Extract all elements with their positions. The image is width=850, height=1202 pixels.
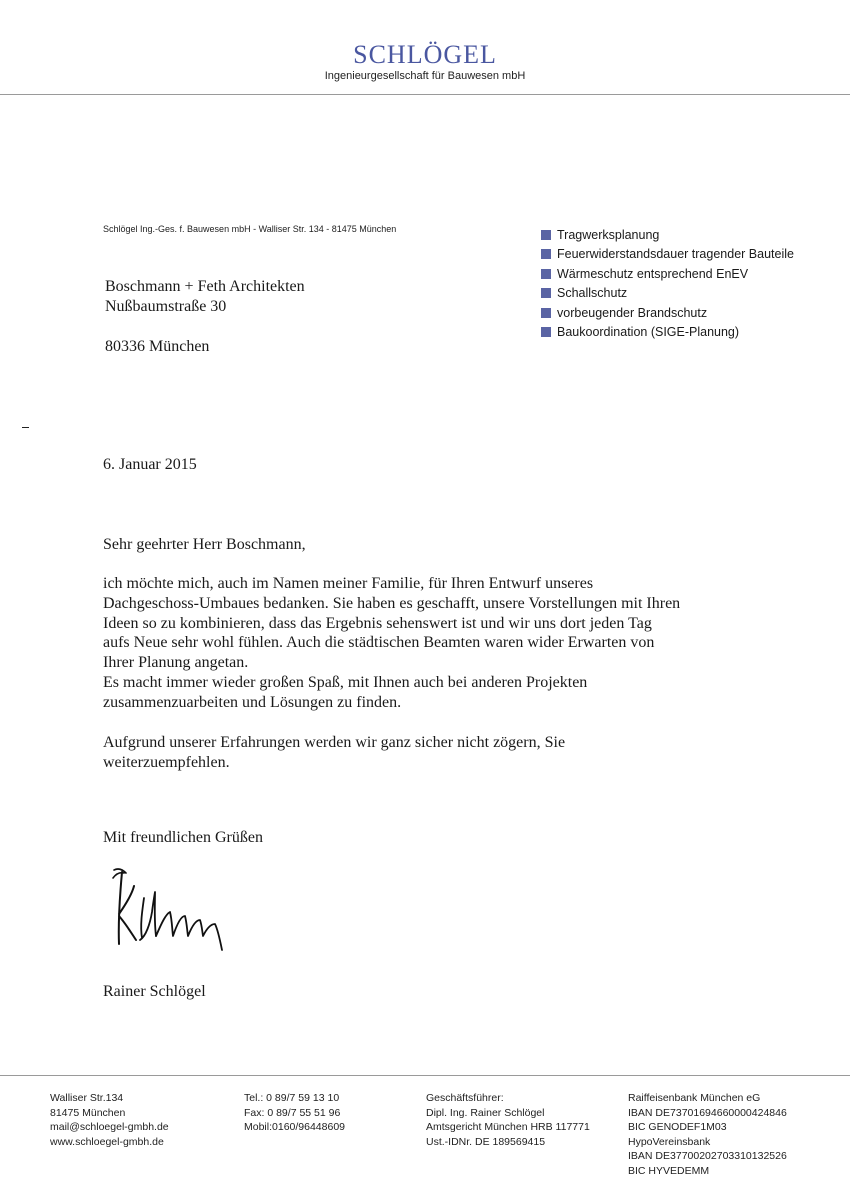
body-line: Ihrer Planung angetan. — [103, 654, 249, 672]
footer-phone — [244, 1091, 345, 1135]
footer-bank — [628, 1091, 787, 1179]
square-bullet-icon — [541, 230, 551, 240]
service-label: Wärmeschutz entsprechend EnEV — [557, 266, 749, 281]
footer-divider — [0, 1075, 850, 1076]
footer-line: Fax: 0 89/7 55 51 96 — [244, 1106, 341, 1119]
service-label: Feuerwiderstandsdauer tragender Bauteile — [557, 247, 794, 262]
footer-line: Amtsgericht München HRB 117771 — [426, 1121, 590, 1134]
recipient-name: Boschmann + Feth Architekten — [105, 278, 305, 295]
footer-line: Dipl. Ing. Rainer Schlögel — [426, 1106, 545, 1119]
service-label: Tragwerksplanung — [557, 227, 660, 242]
square-bullet-icon — [541, 308, 551, 318]
service-item — [541, 225, 794, 245]
header-divider — [0, 94, 850, 95]
service-label: Schallschutz — [557, 286, 628, 301]
body-paragraph-2 — [103, 733, 743, 773]
service-item — [541, 284, 794, 304]
service-label: Baukoordination (SIGE-Planung) — [557, 325, 740, 340]
body-line: zusammenzuarbeiten und Lösungen zu finden. — [103, 693, 402, 711]
service-item — [541, 245, 794, 265]
footer-management — [426, 1091, 590, 1149]
body-line: Aufgrund unserer Erfahrungen werden wir ganz sicher nicht zögern, Sie — [103, 734, 566, 751]
square-bullet-icon — [541, 249, 551, 259]
service-item — [541, 323, 794, 343]
body-line: ich möchte mich, auch im Namen meiner Familie, für Ihren Entwurf unseres — [103, 575, 594, 592]
footer-email[interactable]: mail@schloegel-gmbh.de — [50, 1121, 169, 1134]
footer-address — [50, 1091, 169, 1149]
signer-name: Rainer Schlögel — [103, 983, 206, 1000]
body-line: Ideen so zu kombinieren, dass das Ergebnis sehenswert ist und wir uns dort jeden Tag — [103, 614, 652, 632]
body-paragraph-1 — [103, 574, 743, 713]
footer-line: Mobil:0160/96448609 — [244, 1121, 346, 1134]
footer-line: IBAN DE73701694660000424846 — [628, 1106, 787, 1119]
footer-line: Geschäftsführer: — [426, 1092, 504, 1104]
body-line: aufs Neue sehr wohl fühlen. Auch die städtischen Beamten waren wider Erwarten von — [103, 634, 655, 652]
letter-date: 6. Januar 2015 — [103, 456, 197, 473]
sender-return-address: Schlögel Ing.-Ges. f. Bauwesen mbH - Walliser Str. 134 - 81475 München — [103, 224, 397, 234]
body-line: Es macht immer wieder großen Spaß, mit Ihnen auch bei anderen Projekten — [103, 673, 588, 691]
service-item — [541, 303, 794, 323]
footer-line: IBAN DE37700202703310132526 — [628, 1150, 787, 1163]
footer-line: BIC HYVEDEMM — [628, 1164, 710, 1177]
service-item — [541, 264, 794, 284]
service-label: vorbeugender Brandschutz — [557, 305, 708, 320]
square-bullet-icon — [541, 327, 551, 337]
footer-line: Tel.: 0 89/7 59 13 10 — [244, 1092, 340, 1104]
salutation: Sehr geehrter Herr Boschmann, — [103, 536, 306, 553]
square-bullet-icon — [541, 288, 551, 298]
body-line: Dachgeschoss-Umbaues bedanken. Sie haben es geschafft, unsere Vorstellungen mit Ihren — [103, 594, 681, 612]
company-name: SCHLÖGEL — [353, 40, 497, 69]
footer-line: Ust.-IDNr. DE 189569415 — [426, 1135, 546, 1148]
recipient-street: Nußbaumstraße 30 — [105, 298, 227, 315]
footer-line: Walliser Str.134 — [50, 1092, 124, 1104]
square-bullet-icon — [541, 269, 551, 279]
services-list — [541, 225, 794, 342]
footer-line: Raiffeisenbank München eG — [628, 1092, 761, 1104]
closing: Mit freundlichen Grüßen — [103, 829, 263, 846]
footer-line: HypoVereinsbank — [628, 1135, 711, 1148]
fold-mark — [22, 427, 29, 428]
footer-line: BIC GENODEF1M03 — [628, 1121, 727, 1134]
body-line: weiterzuempfehlen. — [103, 753, 230, 771]
handwritten-signature — [110, 864, 260, 959]
footer-website[interactable]: www.schloegel-gmbh.de — [50, 1135, 164, 1148]
footer-line: 81475 München — [50, 1106, 126, 1119]
company-tagline: Ingenieurgesellschaft für Bauwesen mbH — [324, 70, 526, 82]
recipient-city: 80336 München — [105, 338, 210, 355]
